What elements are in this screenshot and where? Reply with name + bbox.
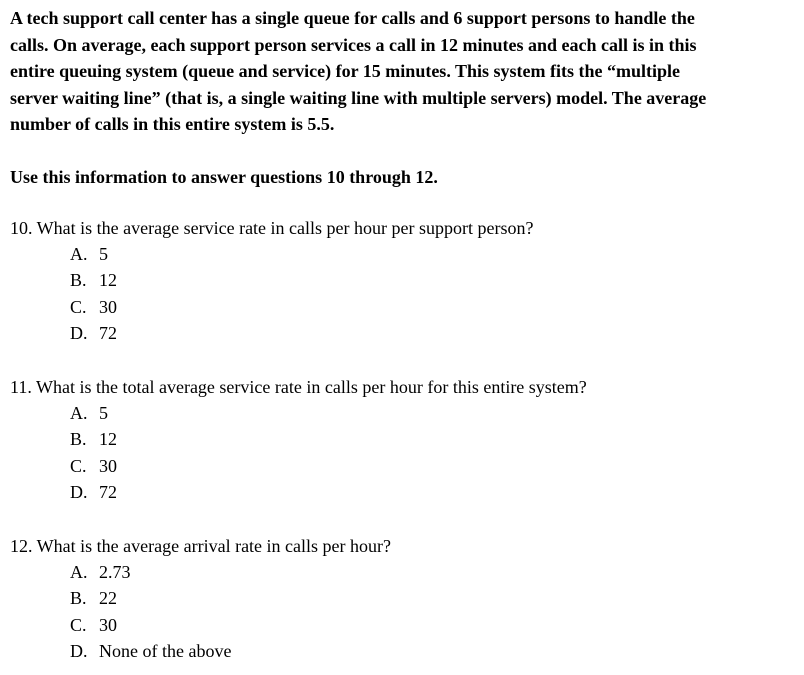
answer-option-a[interactable] xyxy=(70,400,587,426)
answer-option-a[interactable] xyxy=(70,559,391,585)
option-letter: D. xyxy=(70,323,88,344)
option-text: 2.73 xyxy=(99,562,131,582)
answer-options xyxy=(10,559,391,665)
answer-option-d[interactable] xyxy=(70,320,533,346)
option-letter: C. xyxy=(70,296,87,317)
option-text: 5 xyxy=(99,244,108,264)
option-letter: A. xyxy=(70,244,88,264)
question-10 xyxy=(10,215,533,347)
option-letter: B. xyxy=(70,588,87,609)
option-text: 12 xyxy=(99,270,117,291)
option-text: 30 xyxy=(99,455,117,476)
answer-option-c[interactable] xyxy=(70,294,533,320)
answer-option-b[interactable] xyxy=(70,426,587,452)
question-11 xyxy=(10,374,587,506)
question-text: 11. What is the total average service rate in calls per hour for this entire system? xyxy=(10,377,587,397)
problem-statement-line: server waiting line” (that is, a single waiting line with multiple servers) model. The average xyxy=(10,87,707,108)
answer-option-d[interactable] xyxy=(70,638,391,664)
option-letter: C. xyxy=(70,455,87,476)
question-text: 12. What is the average arrival rate in calls per hour? xyxy=(10,536,391,556)
option-text: 30 xyxy=(99,614,117,635)
instruction-text: Use this information to answer questions 10 through 12. xyxy=(10,167,438,187)
option-text: 5 xyxy=(99,403,108,423)
option-text: 12 xyxy=(99,429,117,450)
option-text: 72 xyxy=(99,482,117,503)
answer-option-d[interactable] xyxy=(70,479,587,505)
problem-statement-line: number of calls in this entire system is 5.5. xyxy=(10,114,335,134)
problem-statement xyxy=(10,5,794,138)
option-letter: D. xyxy=(70,482,88,503)
option-letter: B. xyxy=(70,429,87,450)
option-letter: D. xyxy=(70,641,88,662)
problem-statement-line: calls. On average, each support person services a call in 12 minutes and each call is in this xyxy=(10,34,697,55)
question-12 xyxy=(10,533,391,665)
problem-statement-line: entire queuing system (queue and service) for 15 minutes. This system fits the “multiple xyxy=(10,61,680,81)
option-text: 72 xyxy=(99,323,117,344)
answer-option-b[interactable] xyxy=(70,267,533,293)
option-text: 30 xyxy=(99,296,117,317)
option-text: 22 xyxy=(99,588,117,609)
problem-statement-line: A tech support call center has a single queue for calls and 6 support persons to handle the xyxy=(10,8,695,28)
option-letter: B. xyxy=(70,270,87,291)
option-letter: C. xyxy=(70,614,87,635)
answer-option-b[interactable] xyxy=(70,585,391,611)
answer-option-c[interactable] xyxy=(70,612,391,638)
answer-options xyxy=(10,400,587,506)
answer-option-a[interactable] xyxy=(70,241,533,267)
option-letter: A. xyxy=(70,403,88,423)
option-text: None of the above xyxy=(99,641,232,662)
answer-option-c[interactable] xyxy=(70,453,587,479)
option-letter: A. xyxy=(70,562,88,582)
answer-options xyxy=(10,241,533,347)
question-text: 10. What is the average service rate in calls per hour per support person? xyxy=(10,218,534,238)
